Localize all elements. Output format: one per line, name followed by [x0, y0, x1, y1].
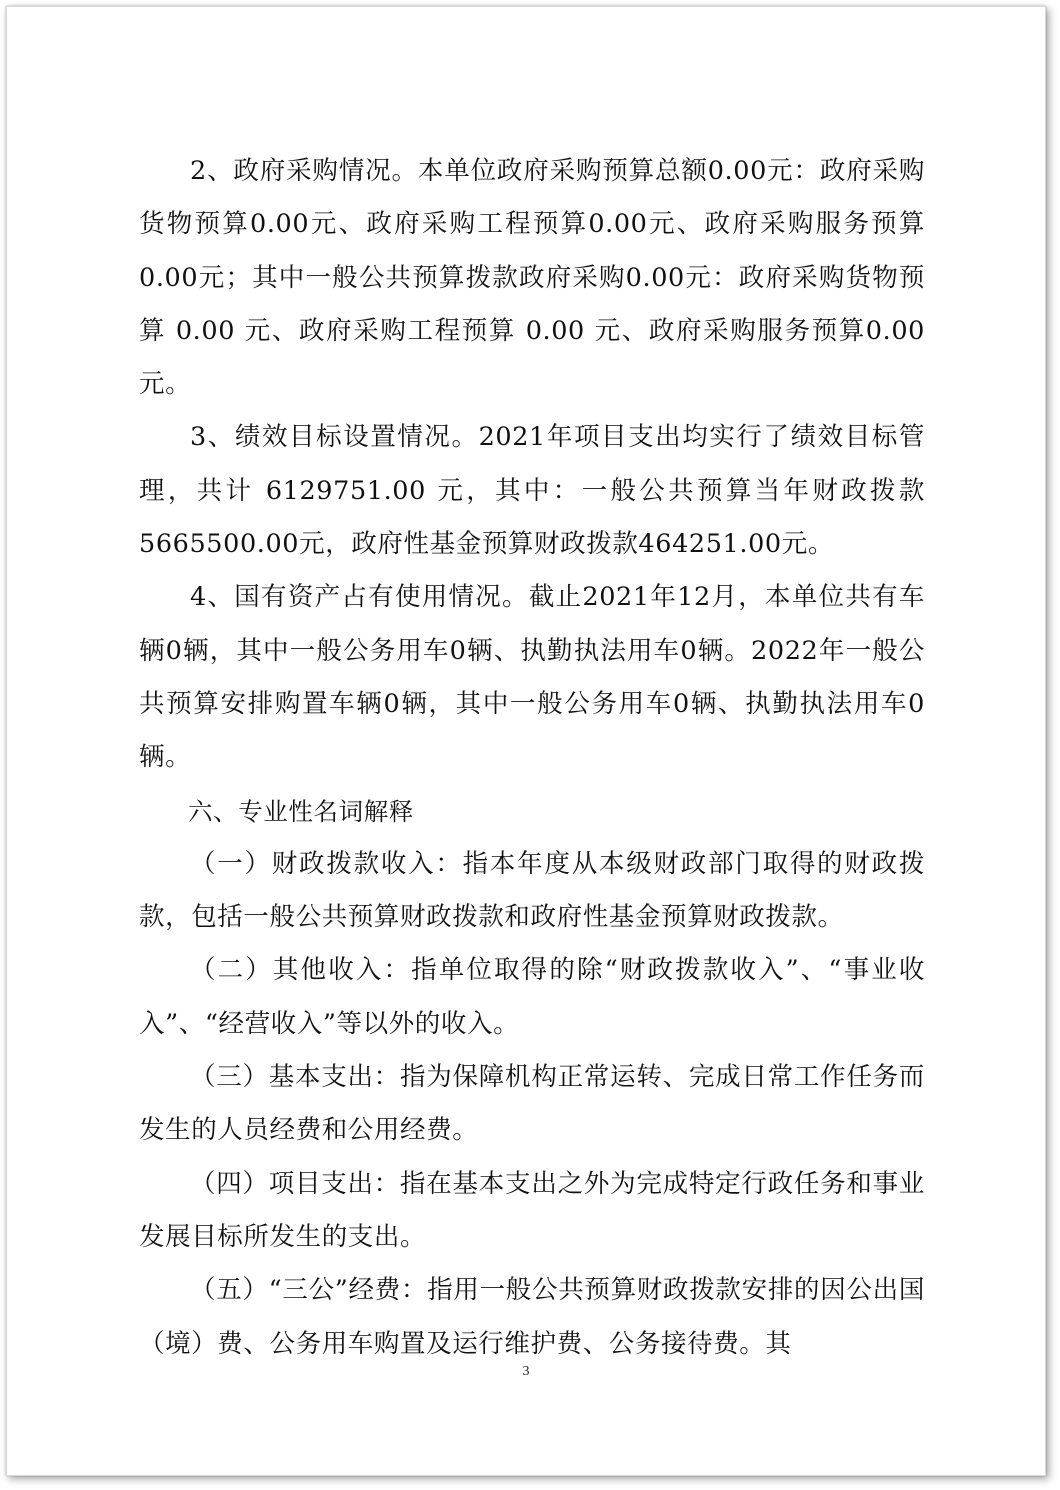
definition-other-income: （二）其他收入：指单位取得的除“财政拨款收入”、“事业收入”、“经营收入”等以外的收入。 — [139, 955, 925, 1039]
paragraph-government-procurement: 2、政府采购情况。本单位政府采购预算总额0.00元：政府采购货物预算0.00元、政府采购工程预算0.00元、政府采购服务预算0.00元；其中一般公共预算拨款政府采购0.00元：政府采购货物预算 0.00 元、政府采购工程预算 0.00 元、政府采购服务预算0.00元。 — [139, 156, 925, 400]
definition-fiscal-appropriation-income: （一）财政拨款收入：指本年度从本级财政部门取得的财政拨款，包括一般公共预算财政拨款和政府性基金预算财政拨款。 — [139, 848, 925, 933]
document-page — [6, 6, 1046, 1476]
definition-project-expenditure: （四）项目支出：指在基本支出之外为完成特定行政任务和事业发展目标所发生的支出。 — [139, 1168, 925, 1252]
section-heading: 六、专业性名词解释 — [188, 796, 414, 826]
page-number: 3 — [522, 1364, 530, 1379]
paragraph-performance-targets: 3、绩效目标设置情况。2021年项目支出均实行了绩效目标管理，共计 6129751.00 元，其中：一般公共预算当年财政拨款5665500.00元，政府性基金预算财政拨款464251.00元。 — [139, 422, 925, 560]
paragraph-state-assets: 4、国有资产占有使用情况。截止2021年12月，本单位共有车辆0辆，其中一般公务用车0辆、执勤执法用车0辆。2022年一般公共预算安排购置车辆0辆，其中一般公务用车0辆、执勤执法用车0辆。 — [139, 582, 925, 773]
definition-three-public-expenses: （五）“三公”经费：指用一般公共预算财政拨款安排的因公出国（境）费、公务用车购置及运行维护费、公务接待费。其 — [139, 1275, 925, 1359]
definition-basic-expenditure: （三）基本支出：指为保障机构正常运转、完成日常工作任务而发生的人员经费和公用经费。 — [139, 1062, 925, 1146]
page-body — [139, 145, 925, 1371]
